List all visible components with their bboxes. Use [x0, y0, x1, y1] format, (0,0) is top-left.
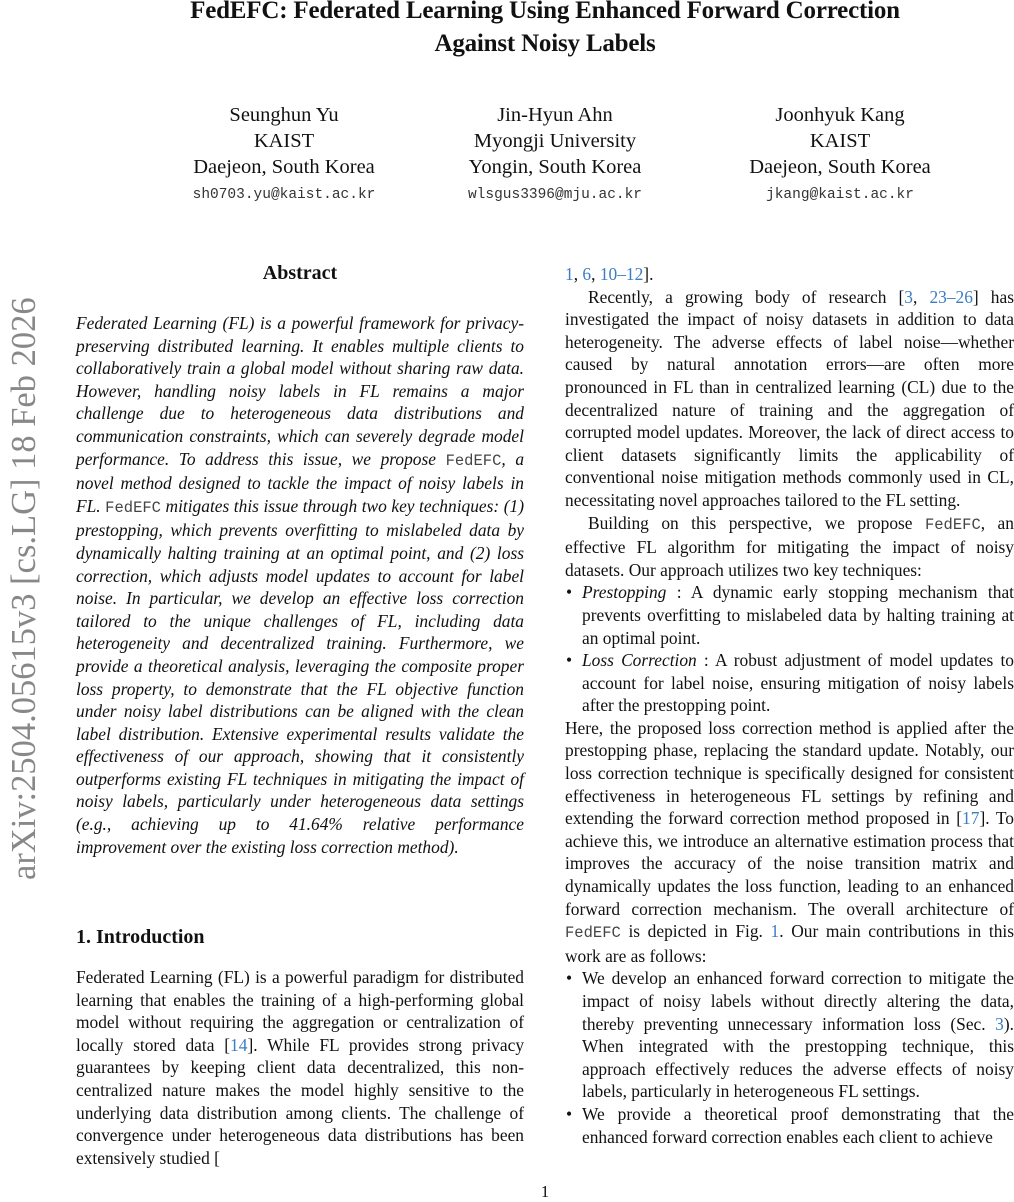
contributions-list — [565, 967, 1014, 1148]
paper-title — [0, 0, 1014, 60]
citation-link[interactable]: 3 — [904, 286, 913, 307]
author-1 — [150, 102, 418, 204]
list-item — [565, 967, 1014, 1103]
list-item — [565, 649, 1014, 717]
author-location: Daejeon, South Korea — [193, 156, 375, 178]
body-text: ] has investigated the impact of noisy datasets in addition to data heterogeneity. The adverse effects of label noise—whether caused by natural annotation errors—are often more pronounced in FL than in centralized learning (CL) due to the decentralized nature of training and the aggregation of corrupted model updates. Moreover, the lack of direct access to client datasets significantly limits the applicability of conventional noise mitigation methods commonly used in CL, necessitating novel approaches tailored to the FL setting. — [565, 286, 1014, 510]
citation-link[interactable]: 10–12 — [599, 264, 644, 284]
abstract-text: mitigates this issue through two key techniques: (1) prestopping, which prevents overfitting to mislabeled data by dynamically halting training at an optimal point, and (2) loss correction, which adjusts model updates to account for label noise. In particular, we develop an effective loss correction tailored to the unique challenges of FL, including data heterogeneity and decentralized training. Furthermore, we provide a theoretical analysis, leveraging the composite proper loss property, to demonstrate that the FL objective function under noisy label distributions can be aligned with the clean label distribution. Extensive experimental results validate the effectiveness of our approach, showing that it consistently outperforms existing FL techniques in mitigating the impact of noisy labels, particularly under heterogeneous data settings (e.g., achieving up to 41.64% relative performance improvement over the existing loss correction method). — [76, 495, 524, 857]
intro-paragraph-1-cont: 1, 6, 10–12]. — [565, 264, 654, 284]
method-name: FedEFC — [565, 924, 621, 943]
technique-desc: : A robust adjustment of model updates to account for label noise, ensuring mitigation of noisy labels after the prestopping point. — [582, 650, 1014, 716]
list-item — [565, 581, 1014, 649]
author-affiliation: KAIST — [809, 130, 871, 152]
technique-desc: : A dynamic early stopping mechanism that prevents overfitting to mislabeled data by halting training at an optimal point. — [582, 582, 1014, 648]
author-affiliation: Myongji University — [473, 130, 637, 152]
author-email[interactable]: sh0703.yu@kaist.ac.kr — [192, 187, 376, 203]
author-affiliation: KAIST — [253, 130, 315, 152]
intro-paragraph-4 — [565, 717, 1014, 968]
author-3 — [690, 102, 990, 204]
right-column — [565, 263, 1014, 1148]
list-item — [565, 1103, 1014, 1148]
intro-paragraph-3 — [565, 512, 1014, 582]
method-name: FedEFC — [445, 451, 502, 470]
technique-term: Loss Correction — [582, 650, 697, 671]
body-text: ]. To achieve this, we introduce an alternative estimation process that improves the accuracy of the noise transition matrix and dynamically updates the loss function, leading to an enhanced forward correction mechanism. The overall architecture of — [565, 808, 1014, 919]
abstract-text: , a novel method designed to tackle the impact of noisy labels in FL. — [76, 448, 525, 516]
body-text: ]. While FL provides strong privacy guarantees by keeping client data decentralized, this non-centralized nature makes the model highly sensitive to the underlying data distribution among clients. The challenge of convergence under heterogeneous data distributions has been extensively studied [ — [76, 1034, 525, 1168]
section-heading-introduction: 1. Introduction — [76, 926, 205, 948]
section-link[interactable]: 3 — [995, 1013, 1004, 1034]
page-number: 1 — [540, 1182, 550, 1201]
author-email[interactable]: wlsgus3396@mju.ac.kr — [467, 187, 643, 203]
author-location: Yongin, South Korea — [468, 156, 642, 178]
title-line-2: Against Noisy Labels — [434, 30, 656, 57]
citation-link[interactable]: 1 — [565, 264, 574, 284]
body-text: Federated Learning (FL) is a powerful paradigm for distributed learning that enables the training of a high-performing global model without requiring the aggregation or centralization of locally stored data [ — [76, 967, 524, 1055]
body-text: We provide a theoretical proof demonstrating that the enhanced forward correction enables each client to achieve — [582, 1103, 1014, 1147]
citation-link[interactable]: 6 — [582, 264, 592, 284]
body-text: Recently, a growing body of research [ — [588, 286, 905, 307]
author-location: Daejeon, South Korea — [749, 156, 931, 178]
intro-paragraph-1 — [76, 966, 524, 1169]
body-text: We develop an enhanced forward correction to mitigate the impact of noisy labels without directly altering the data, thereby preventing unnecessary information loss (Sec. — [582, 968, 1014, 1034]
body-text: , an effective FL algorithm for mitigating the impact of noisy datasets. Our approach utilizes two key techniques: — [565, 512, 1014, 580]
title-line-1: FedEFC: Federated Learning Using Enhanced Forward Correction — [190, 0, 900, 24]
body-text: Building on this perspective, we propose — [588, 512, 925, 533]
abstract-body — [76, 312, 524, 858]
body-text: ). When integrated with the prestopping technique, this approach effectively reduces the adverse effects of noisy labels, particularly in heterogeneous FL settings. — [582, 1013, 1014, 1102]
abstract-heading: Abstract — [262, 262, 338, 284]
abstract-text: Federated Learning (FL) is a powerful framework for privacy-preserving distributed learning. It enables multiple clients to collaboratively train a global model without sharing raw data. However, handling noisy labels in FL remains a major challenge due to heterogeneous data distributions and communication constraints, which can severely degrade model performance. To address this issue, we propose — [76, 313, 524, 469]
citation-link[interactable]: 23–26 — [929, 286, 973, 307]
body-text: is depicted in Fig. — [620, 921, 771, 942]
body-text: Here, the proposed loss correction method is applied after the prestopping phase, replacing the standard update. Notably, our loss correction technique is specifically designed for consistent effectiveness in heterogeneous FL settings by refining and extending the forward correction method proposed in [ — [565, 717, 1014, 829]
citation-link[interactable]: 14 — [230, 1034, 248, 1055]
author-name: Seunghun Yu — [229, 104, 339, 126]
intro-paragraph-2: Recently, a growing body of research [3, 23–26] has investigated the impact of noisy datasets in addition to data heterogeneity. The adverse effects of label noise—whether caused by natural annotation errors—are often more pronounced in FL than in centralized learning (CL) due to the decentralized nature of training and the aggregation of corrupted model updates. Moreover, the lack of direct access to client datasets significantly limits the applicability of conventional noise mitigation methods commonly used in CL, necessitating novel approaches tailored to the FL setting. — [565, 286, 1014, 510]
method-name: FedEFC — [924, 515, 981, 534]
author-name: Joonhyuk Kang — [775, 104, 905, 126]
author-2 — [405, 102, 705, 204]
techniques-list — [565, 581, 1014, 717]
author-name: Jin-Hyun Ahn — [497, 104, 613, 126]
figure-link[interactable]: 1 — [770, 921, 780, 942]
arxiv-stamp: arXiv:2504.05615v3 [cs.LG] 18 Feb 2026 — [5, 297, 43, 880]
author-email[interactable]: jkang@kaist.ac.kr — [766, 187, 914, 203]
body-text: . Our main contributions in this work are as follows: — [565, 921, 1014, 966]
method-name: FedEFC — [105, 498, 161, 517]
citation-link[interactable]: 17 — [962, 808, 980, 829]
technique-term: Prestopping — [582, 582, 667, 603]
